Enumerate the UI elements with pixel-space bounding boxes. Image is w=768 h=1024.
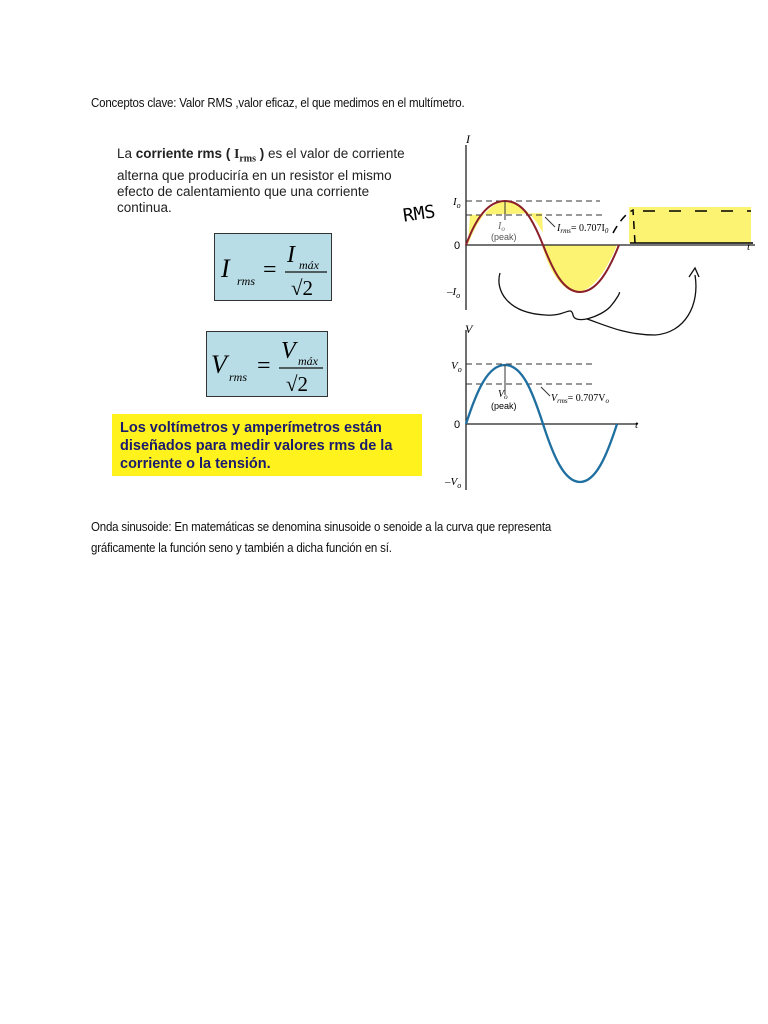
rms-graphs	[395, 125, 760, 500]
formula-voltage-lhs: V	[211, 350, 227, 379]
current-highlight-rms-band	[629, 207, 751, 243]
formula-voltage-eq: =	[257, 353, 271, 379]
desc-symbol-open: (	[222, 146, 235, 161]
voltage-axis-label: V	[465, 322, 473, 336]
formula-current-num-sub: máx	[299, 258, 319, 272]
sinusoide-line-1: Onda sinusoide: En matemáticas se denomina sinusoide o senoide a la curva que representa	[91, 520, 552, 534]
current-graph	[402, 132, 755, 335]
formula-current-eq: =	[263, 257, 277, 283]
sinusoide-line-2: gráficamente la función seno y también a dicha función en sí.	[91, 541, 392, 555]
rms-description	[117, 146, 427, 216]
desc-symbol-close: )	[256, 146, 269, 161]
desc-prefix: La	[117, 146, 136, 161]
desc-symbol: $I_{rms}$	[234, 146, 257, 165]
current-peak-label: $I_o$	[453, 196, 461, 210]
formula-current-num: I	[287, 242, 295, 268]
desc-rest: es el valor de corriente alterna que produciría en un resistor el mismo efecto de calentamiento que una corriente continua.	[117, 146, 405, 215]
handwritten-arrow	[587, 275, 696, 335]
desc-bold-term: corriente rms	[135, 146, 223, 161]
voltage-peak-word: (peak)	[491, 401, 517, 411]
voltage-neg-label: $-V_o$	[445, 476, 462, 490]
formula-current-lhs-sub: rms	[237, 274, 256, 288]
formula-voltage-num: V	[281, 338, 296, 364]
formula-voltage-num-sub: máx	[298, 354, 318, 368]
formula-current-lhs: I	[221, 254, 230, 283]
voltage-peak-label: $V_o$	[451, 360, 462, 374]
current-peak-word: (peak)	[491, 232, 517, 242]
voltage-t-label: t	[635, 419, 639, 431]
current-rms-label: $I_{rms}= 0.707I_0$	[557, 223, 609, 235]
current-axis-label: I	[466, 132, 470, 146]
formula-voltage-box	[206, 331, 328, 397]
voltage-rms-label: $V_{rms}= 0.707V_o$	[551, 393, 609, 405]
voltage-graph	[444, 322, 639, 490]
formula-voltage-lhs-sub: rms	[229, 370, 248, 384]
formula-current-den: √2	[291, 276, 314, 300]
sinusoide-paragraph	[91, 517, 551, 559]
handwritten-arrowhead	[689, 268, 699, 277]
voltage-rms-pointer	[541, 387, 550, 396]
voltage-peak-annot: $V_o$	[498, 389, 508, 401]
intro-line: Conceptos clave: Valor RMS ,valor eficaz, el que medimos en el multímetro.	[91, 96, 465, 110]
meters-callout: Los voltímetros y amperímetros están diseñados para medir valores rms de la corriente o la tensión.	[112, 414, 422, 476]
formula-voltage-den: √2	[286, 372, 309, 396]
current-peak-annot: $I_o$	[498, 221, 505, 233]
formula-current-box	[214, 233, 332, 301]
current-zero-label: 0	[454, 240, 461, 252]
current-t-label: t	[747, 241, 751, 253]
voltage-zero-label: 0	[454, 419, 461, 431]
current-neg-label: $-I_o$	[447, 286, 461, 300]
current-rms-pointer	[545, 217, 555, 227]
handwritten-rms: RMS	[401, 201, 437, 227]
